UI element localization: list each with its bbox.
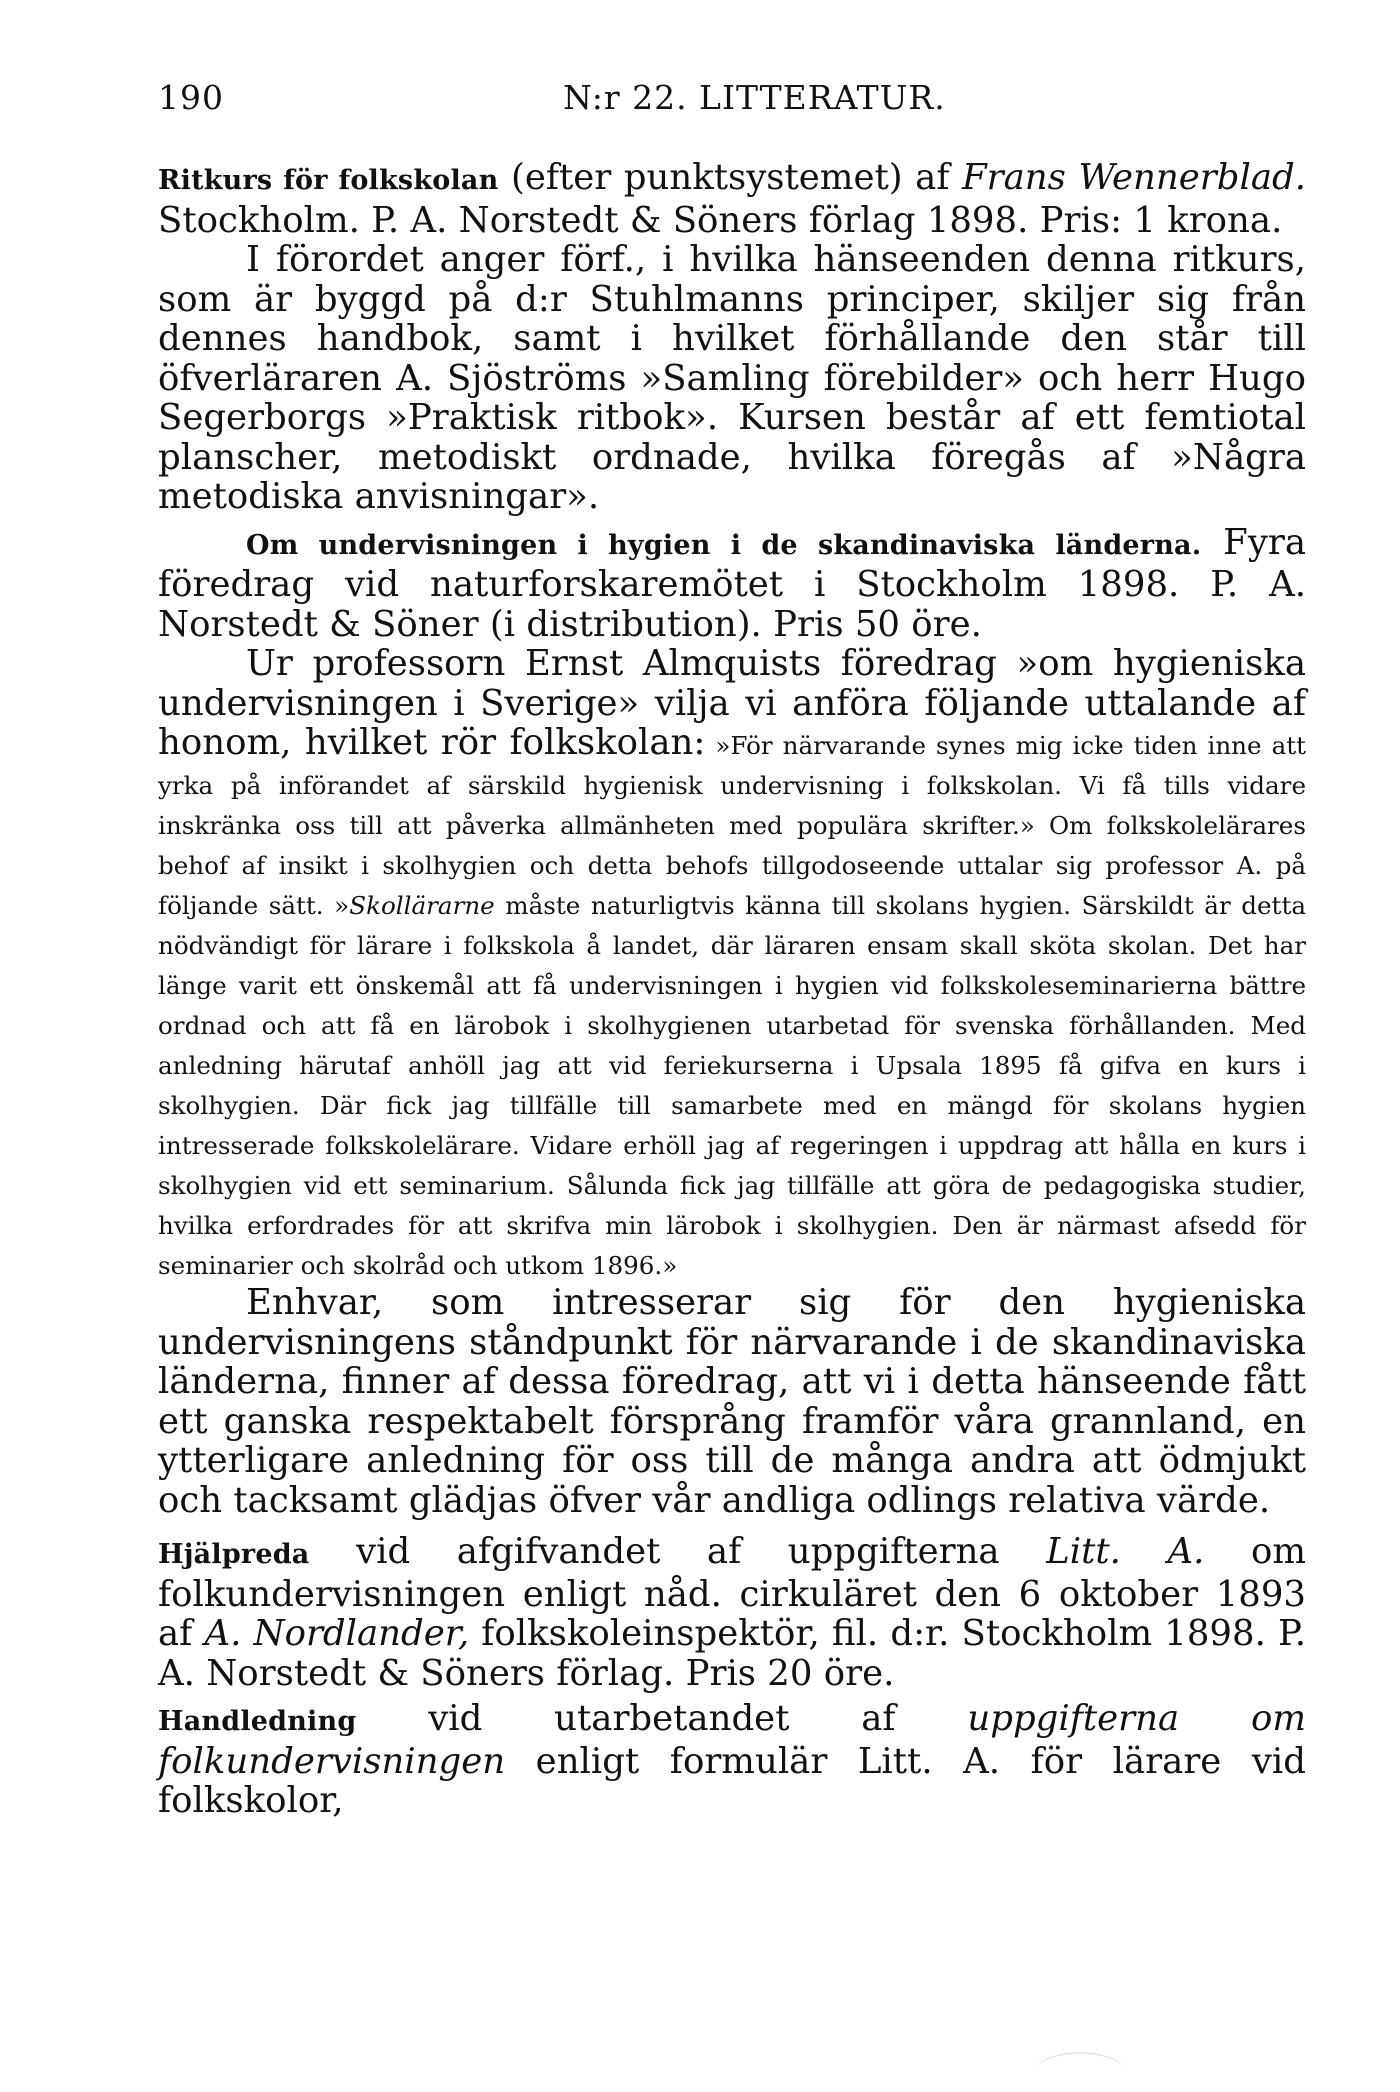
citation-text: vid afgifvandet af uppgifterna (309, 1531, 1047, 1572)
quote-text: »För närvarande synes mig icke tiden inne att yrka på införandet af särskild hygienisk undervisning i folkskolan. Vi få tills vidare inskränka oss till att påverka allmänheten med populära skrifter.» Om folkskolelärares behof af insikt i skolhygien och detta behofs tillgodoseende uttalar sig professor A. på följande sätt. » (158, 731, 1306, 920)
citation-text: Fyra föredrag vid naturforskaremötet i Stockholm 1898. P. A. Norstedt & Söner (i distribution). Pris 50 öre. (158, 521, 1307, 645)
entry-hygien-closing: Enhvar, som intresserar sig för den hygieniska undervisningens ståndpunkt för närvarande i de skandinaviska länderna, finner af dessa föredrag, att vi i detta hänseende fått ett ganska respektabelt försprång framför våra grannland, en ytterligare anledning för oss till de många andra att ödmjukt och tacksamt glädjas öfver vår andliga odlings relativa värde. (158, 1282, 1306, 1521)
page-body (158, 158, 1306, 1821)
citation-text: (efter punktsystemet) af (498, 157, 963, 198)
entry-ritkurs-citation (158, 158, 1306, 240)
author-name: Frans Wennerblad. (962, 157, 1307, 198)
intro-text: Ur professorn Ernst Almquists föredrag »om hygieniska undervisningen i Sverige» vilja vi anföra följande uttalande af honom, hvilket rör folkskolan: (158, 643, 1306, 763)
form-name: Litt. A. (1046, 1531, 1205, 1572)
quote-italic: Skollärarne (349, 891, 495, 920)
entry-handledning (158, 1699, 1306, 1821)
entry-hygien-citation (158, 523, 1306, 645)
author-name: A. Nordlander, (204, 1613, 470, 1654)
citation-text: Stockholm. P. A. Norstedt & Söners förlag 1898. Pris: 1 krona. (158, 199, 1283, 241)
entry-hygien-intro (158, 644, 1306, 1283)
title-italic: uppgifterna om folkundervisningen (158, 1698, 1306, 1782)
entry-heading: Handledning (158, 1706, 357, 1737)
citation-text: folkskoleinspektör, fil. d:r. Stockholm 1898. P. A. Norstedt & Söners förlag. Pris 20 öre. (158, 1613, 1306, 1694)
page-number: 190 (158, 78, 224, 117)
citation-text: vid utarbetandet af (356, 1698, 968, 1739)
entry-heading: Ritkurs för folkskolan (158, 165, 499, 196)
quote-text: måste naturligtvis känna till skolans hygien. Särskildt är detta nödvändigt för lärare i folkskola å landet, där läraren ensam skall sköta skolan. Det har länge varit ett önskemål att få undervisningen i hygien vid folkskoleseminarierna bättre ordnad och att få en lärobok i skolhygienen utarbetad för svenska förhållanden. Med anledning härutaf anhöll jag att vid feriekurserna i Upsala 1895 få gifva en kurs i skolhygien. Där fick jag tillfälle till samarbete med en mängd för skolans hygien intresserade folkskolelärare. Vidare erhöll jag af regeringen i uppdrag att hålla en kurs i skolhygien vid ett seminarium. Sålunda fick jag tillfälle att göra de pedagogiska studier, hvilka erfordrades för att skrifva min lärobok i skolhygien. Den är närmast afsedd för seminarier och skolråd och utkom 1896.» (158, 891, 1306, 1280)
page-edge-mark (1035, 2052, 1125, 2092)
entry-hjalpreda (158, 1532, 1306, 1693)
entry-ritkurs-review: I förordet anger förf., i hvilka hänseenden denna ritkurs, som är byggd på d:r Stuhlmanns principer, skiljer sig från dennes handbok, samt i hvilket förhållande den står till öfverläraren A. Sjöströms »Samling förebilder» och herr Hugo Segerborgs »Praktisk ritbok». Kursen består af ett femtiotal planscher, metodiskt ordnade, hvilka föregås af »Några metodiska anvisningar». (158, 239, 1306, 517)
running-head: N:r 22. LITTERATUR. (563, 78, 946, 117)
citation-text: enligt formulär Litt. A. för lärare vid folkskolor, (158, 1740, 1306, 1821)
entry-heading: Hjälpreda (158, 1539, 310, 1570)
page-header (158, 78, 1306, 122)
entry-heading: Om undervisningen i hygien i de skandinaviska länderna. (246, 529, 1202, 561)
citation-text: om folkundervisningen enligt nåd. cirkuläret den 6 oktober 1893 af (158, 1531, 1306, 1654)
